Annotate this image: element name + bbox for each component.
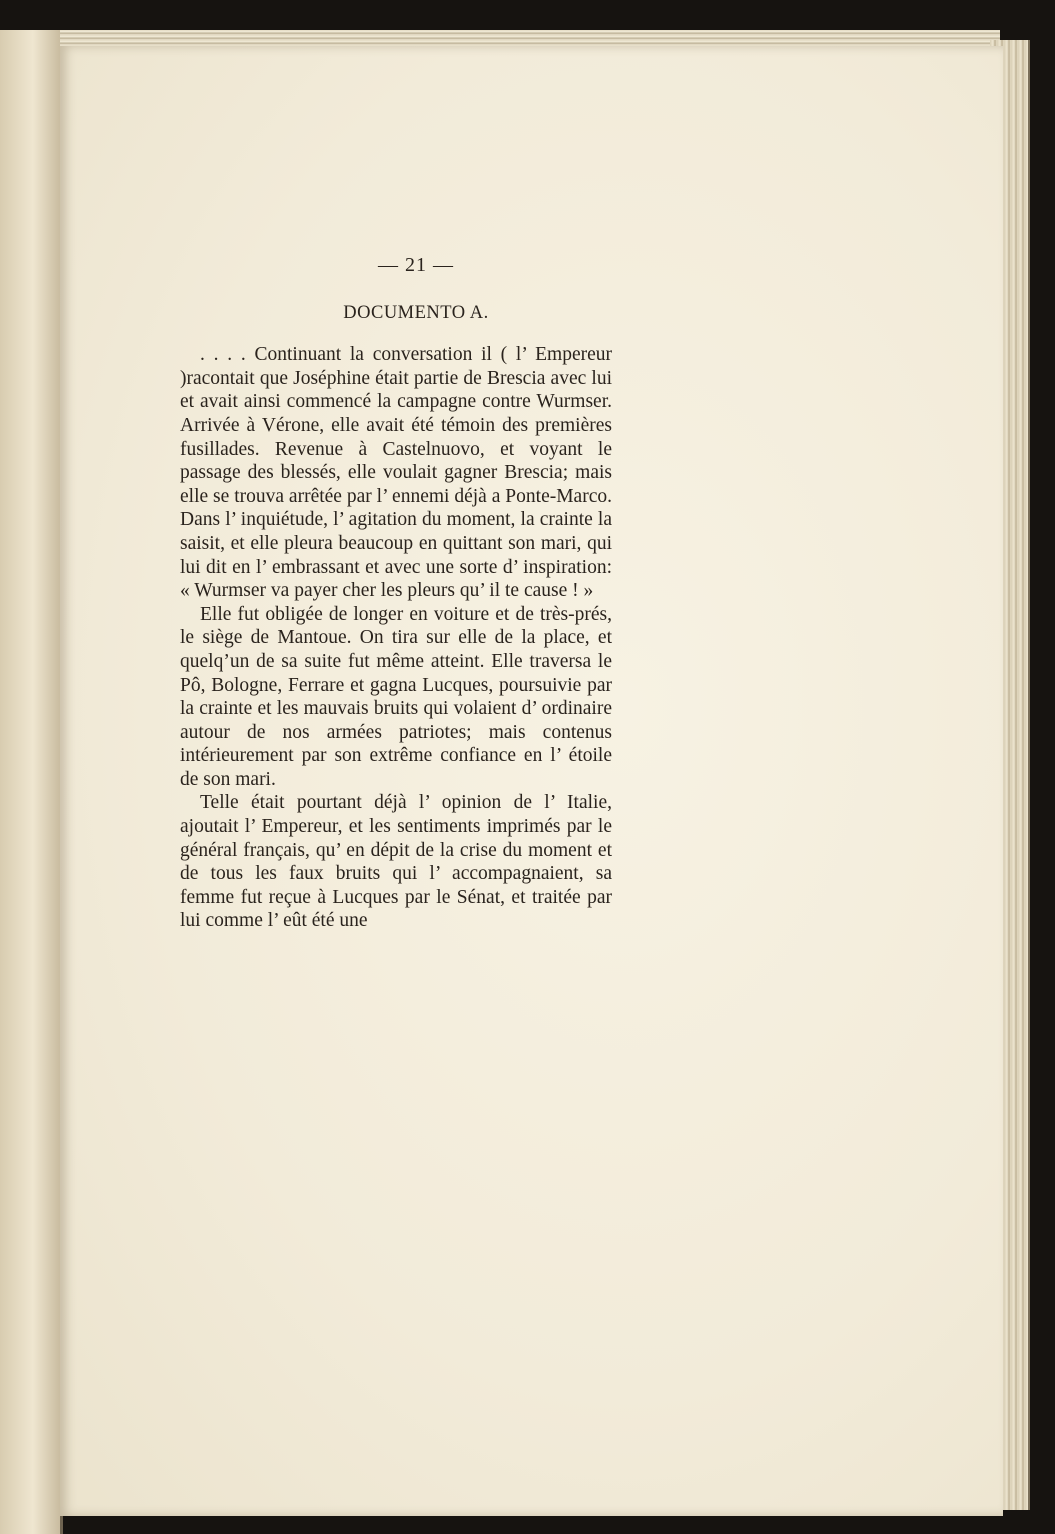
page-text-block <box>180 254 612 933</box>
document-heading: DOCUMENTO A. <box>343 302 489 323</box>
facing-page-edge <box>0 30 63 1534</box>
paragraph-1: . . . . Continuant la conversation il ( l’ Empereur )racontait que Joséphine était partie de Brescia avec lui et avait ainsi commencé la campagne contre Wurmser. Arrivée à Vérone, elle avait été témoin des premières fusillades. Revenue à Castelnuovo, et voyant le passage des blessés, elle voulait gagner Brescia; mais elle se trouva arrêtée par l’ ennemi déjà a Ponte-Marco. Dans l’ inquiétude, l’ agitation du moment, la crainte la saisit, et elle pleura beaucoup en quittant son mari, qui lui dit en l’ embrassant et avec une sorte d’ inspiration: « Wurmser va payer cher les pleurs qu’ il te cause ! » <box>180 344 612 602</box>
paragraph-3: Telle était pourtant déjà l’ opinion de l’ Italie, ajoutait l’ Empereur, et les sentiments imprimés par le général français, qu’ en dépit de la crise du moment et de tous les faux bruits qui l’ accompagnaient, sa femme fut reçue à Lucques par le Sénat, et traitée par lui comme l’ eût été une <box>180 792 612 932</box>
page-number: — 21 — <box>378 254 454 276</box>
book-page <box>60 46 1003 1516</box>
paragraph-2: Elle fut obligée de longer en voiture et de très-prés, le siège de Mantoue. On tira sur elle de la place, et quelq’un de sa suite fut même atteint. Elle traversa le Pô, Bologne, Ferrare et gagna Lucques, poursuivie par la crainte et les mauvais bruits qui volaient d’ ordinaire autour de nos armées patriotes; mais contenus intérieurement par son extrême confiance en l’ étoile de son mari. <box>180 603 612 790</box>
